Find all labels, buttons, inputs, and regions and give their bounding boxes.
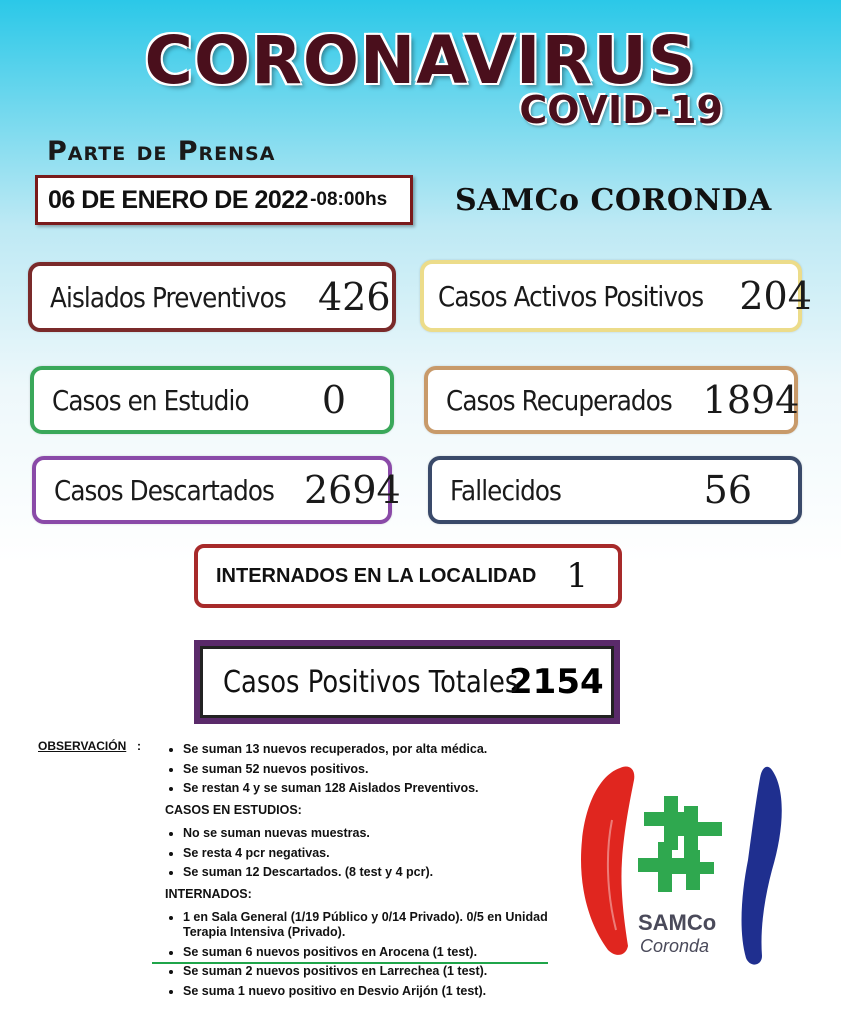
total-label: Casos Positivos Totales [223,664,519,700]
total-box [194,640,620,724]
stat-label: Casos en Estudio [52,383,249,417]
list-item: • Se suman 52 nuevos positivos. [183,762,565,777]
logo-line2: Coronda [640,936,710,956]
list-item: • Se suman 12 Descartados. (8 test y 4 pcr). [183,865,565,880]
stat-recuperados [424,366,798,434]
section-heading: CASOS EN ESTUDIOS: [165,803,302,817]
stat-label: Casos Descartados [54,473,274,507]
date-text: 06 DE ENERO DE 2022 [48,185,309,214]
stat-value: 426 [317,275,391,319]
stat-label: Aislados Preventivos [50,280,286,314]
stat-label: Casos Recuperados [446,383,672,417]
stat-label: Fallecidos [450,473,562,507]
observacion-text: OBSERVACIÓN [38,739,127,753]
internados-box [194,544,622,608]
stat-value: 2694 [303,468,401,512]
stat-label: Casos Activos Positivos [438,279,704,313]
stat-descartados [32,456,401,524]
section-heading: INTERNADOS: [165,887,252,901]
list-item: • No se suman nuevas muestras. [183,826,565,841]
time-text: -08:00hs [310,189,388,210]
stat-estudio [30,366,394,434]
samco-logo [572,760,792,980]
stat-value: 1894 [702,378,800,422]
list-item: • Se suman 6 nuevos positivos en Arocena (1 test). [183,945,565,960]
underline-divider [152,962,548,964]
notes-list-2 [165,826,565,880]
observacion-label [38,739,126,753]
stat-aislados [28,262,396,332]
list-item: • Se resta 4 pcr negativas. [183,846,565,861]
date-box [35,175,413,225]
stat-value: 0 [321,378,346,422]
main-title: CORONAVIRUS [144,22,697,99]
total-inner [200,646,614,718]
subtitle: COVID-19 [519,88,723,132]
stat-activos [420,260,812,332]
internados-label: INTERNADOS EN LA LOCALIDAD [216,564,537,587]
organization-name: SAMCo CORONDA [455,183,772,218]
list-item: • Se suma 1 nuevo positivo en Desvio Arijón (1 test). [183,984,565,999]
notes-list-3 [165,910,565,999]
stat-fallecidos [428,456,802,524]
list-item: • Se restan 4 y se suman 128 Aislados Preventivos. [183,781,565,796]
list-item: • Se suman 2 nuevos positivos en Larrechea (1 test). [183,964,565,979]
stat-value: 56 [703,468,752,512]
stat-value: 204 [739,274,812,318]
observacion-colon: : [137,739,141,753]
press-label: Parte de Prensa [47,136,276,167]
total-value: 2154 [509,662,604,702]
list-item: • Se suman 13 nuevos recuperados, por alta médica. [183,742,565,757]
internados-value: 1 [566,556,589,596]
list-item: • 1 en Sala General (1/19 Público y 0/14 Privado). 0/5 en Unidad Terapia Intensiva (Privado). [183,910,565,940]
notes-list-1 [165,742,565,796]
logo-line1: SAMCo [638,910,717,935]
